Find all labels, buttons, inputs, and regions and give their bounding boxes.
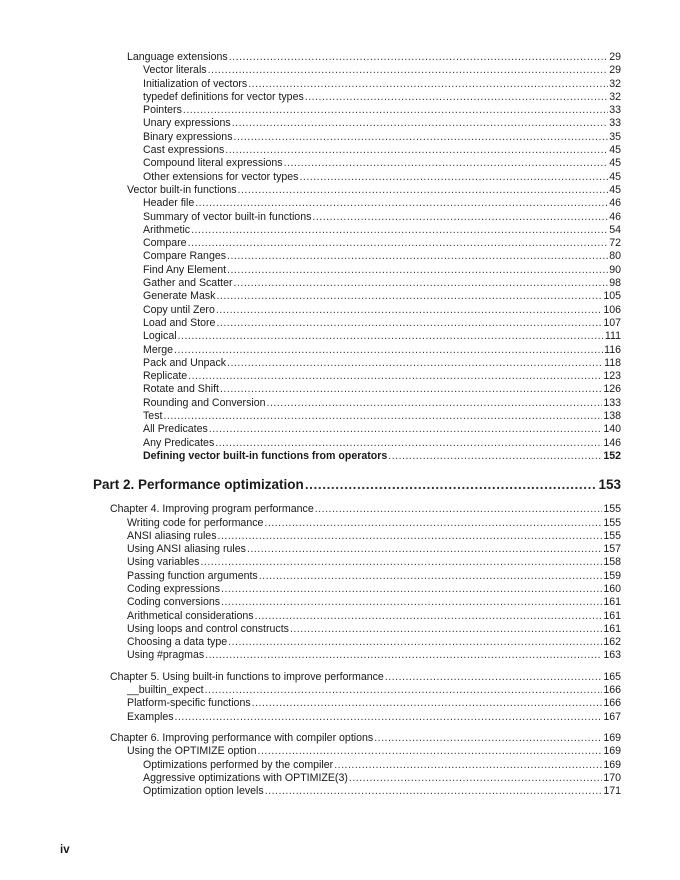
toc-entry[interactable] [143, 131, 621, 144]
dot-leader [315, 503, 603, 516]
toc-entry[interactable] [143, 450, 621, 463]
dot-leader [183, 104, 608, 117]
toc-entry-title: Rounding and Conversion [143, 396, 266, 409]
toc-entry-title: Test [143, 410, 163, 423]
dot-leader [174, 344, 603, 357]
toc-entry-page: 169 [603, 758, 621, 771]
toc-entry-page: 163 [603, 649, 621, 662]
toc-entry-page: 45 [609, 170, 621, 183]
toc-entry-title: Pack and Unpack [143, 356, 227, 369]
dot-leader [221, 596, 602, 609]
dot-leader [252, 697, 603, 710]
toc-entry-page: 133 [603, 396, 621, 409]
dot-leader [195, 197, 608, 210]
dot-leader [220, 383, 602, 396]
toc-entry[interactable] [143, 437, 621, 450]
toc-entry-title: Using loops and control constructs [127, 622, 289, 635]
toc-entry-title: ANSI aliasing rules [127, 529, 217, 542]
dot-leader [200, 556, 602, 569]
dot-leader [209, 423, 603, 436]
toc-entry[interactable] [143, 383, 621, 396]
dot-leader [205, 684, 603, 697]
toc-entry-page: 153 [598, 477, 621, 493]
dot-leader [349, 772, 602, 785]
dot-leader [175, 711, 603, 724]
dot-leader [188, 237, 609, 250]
toc-entry-page: 155 [603, 503, 621, 516]
toc-entry-page: 171 [603, 785, 621, 798]
dot-leader [163, 410, 602, 423]
dot-leader [216, 304, 602, 317]
toc-entry-title: Vector literals [143, 64, 207, 77]
toc-entry[interactable] [143, 224, 621, 237]
toc-entry-page: 45 [609, 183, 621, 196]
dot-leader [188, 370, 602, 383]
toc-entry[interactable] [127, 711, 621, 724]
dot-leader [374, 732, 602, 745]
toc-entry-page: 107 [603, 316, 621, 329]
toc-entry-title: Coding expressions [127, 582, 221, 595]
toc-entry-title: Replicate [143, 370, 188, 383]
toc-entry[interactable] [143, 91, 621, 104]
toc-entry-title: Compare [143, 237, 187, 250]
toc-entry[interactable] [143, 277, 621, 290]
toc-entry-page: 167 [603, 710, 621, 723]
toc-entry-title: Copy until Zero [143, 303, 215, 316]
toc-entry[interactable] [143, 197, 621, 210]
toc-entry-page: 161 [603, 609, 621, 622]
toc-entry-title: Generate Mask [143, 290, 216, 303]
toc-entry-title: Defining vector built-in functions from operators [143, 449, 388, 462]
dot-leader [228, 636, 602, 649]
toc-entry[interactable] [143, 410, 621, 423]
toc-entry-page: 146 [603, 436, 621, 449]
toc-entry-title: Arithmetical considerations [127, 609, 254, 622]
dot-leader [229, 51, 608, 64]
dot-leader [232, 117, 608, 130]
dot-leader [385, 671, 603, 684]
toc-entry-page: 33 [609, 117, 621, 130]
toc-entry-page: 80 [609, 250, 621, 263]
toc-entry[interactable] [110, 732, 621, 745]
toc-entry-title: Gather and Scatter [143, 277, 233, 290]
toc-entry-page: 29 [609, 64, 621, 77]
toc-entry-title: Aggressive optimizations with OPTIMIZE(3) [143, 771, 348, 784]
dot-leader [265, 785, 603, 798]
toc-entry-title: Logical [143, 330, 177, 343]
toc-entry-page: 35 [609, 130, 621, 143]
toc-entry[interactable] [127, 184, 621, 197]
toc-entry[interactable] [127, 570, 621, 583]
toc-entry[interactable] [143, 423, 621, 436]
dot-leader [225, 144, 608, 157]
toc-entry-title: Passing function arguments [127, 569, 258, 582]
toc-entry-page: 116 [604, 343, 621, 356]
toc-entry[interactable] [127, 51, 621, 64]
toc-entry-page: 159 [603, 569, 621, 582]
toc-entry-title: Chapter 4. Improving program performance [110, 503, 314, 516]
toc-entry[interactable] [127, 517, 621, 530]
toc-entry-page: 140 [603, 423, 621, 436]
dot-leader [312, 211, 608, 224]
toc-entry-page: 123 [603, 370, 621, 383]
toc-entry-title: Language extensions [127, 51, 228, 63]
dot-leader [290, 623, 602, 636]
toc-entry[interactable] [143, 157, 621, 170]
toc-entry-page: 161 [603, 622, 621, 635]
toc-entry[interactable] [143, 357, 621, 370]
dot-leader [234, 131, 609, 144]
toc-entry-title: Binary expressions [143, 130, 233, 143]
toc-entry-title: Rotate and Shift [143, 383, 219, 396]
dot-leader [305, 475, 598, 495]
toc-entry-page: 161 [603, 596, 621, 609]
dot-leader [264, 517, 602, 530]
toc-entry[interactable] [143, 211, 621, 224]
toc-entry-page: 152 [603, 449, 621, 462]
toc-entry[interactable] [143, 264, 621, 277]
toc-entry-page: 111 [604, 330, 621, 343]
toc-entry-title: typedef definitions for vector types [143, 90, 304, 103]
dot-leader [255, 610, 603, 623]
toc-entry[interactable] [143, 772, 621, 785]
toc-entry-title: Chapter 5. Using built-in functions to improve performance [110, 670, 384, 683]
toc-entry-page: 29 [609, 51, 621, 63]
toc-entry-page: 166 [603, 697, 621, 710]
toc-entry-page: 54 [609, 223, 621, 236]
toc-entry[interactable] [127, 623, 621, 636]
toc-entry[interactable] [127, 596, 621, 609]
toc-entry[interactable] [143, 330, 621, 343]
toc-entry[interactable] [143, 78, 621, 91]
dot-leader [221, 583, 602, 596]
toc-entry-title: Cast expressions [143, 144, 225, 157]
toc-entry-page: 162 [603, 636, 621, 649]
toc-entry-page: 170 [603, 771, 621, 784]
toc-entry[interactable] [127, 636, 621, 649]
dot-leader [388, 450, 602, 463]
toc-entry-page: 157 [603, 543, 621, 556]
toc-entry-page: 46 [609, 197, 621, 210]
toc-entry-page: 32 [609, 90, 621, 103]
toc-entry-title: Coding conversions [127, 596, 221, 609]
dot-leader [205, 649, 602, 662]
toc-entry-page: 46 [609, 210, 621, 223]
toc-entry[interactable] [143, 64, 621, 77]
dot-leader [227, 264, 608, 277]
page-number: iv [60, 844, 70, 856]
toc-entry-page: 90 [609, 263, 621, 276]
toc-entry[interactable] [143, 237, 621, 250]
toc-entry-title: Initialization of vectors [143, 77, 248, 90]
dot-leader [216, 317, 602, 330]
toc-entry-page: 166 [603, 684, 621, 697]
toc-entry[interactable] [127, 745, 621, 758]
toc-entry-page: 105 [603, 290, 621, 303]
toc-entry-title: All Predicates [143, 423, 208, 436]
toc-entry-page: 138 [603, 410, 621, 423]
toc-entry-page: 33 [609, 104, 621, 117]
toc-entry-title: Platform-specific functions [127, 697, 251, 710]
toc-entry-title: Part 2. Performance optimization [93, 477, 304, 493]
toc-entry-title: Using variables [127, 556, 200, 569]
toc-entry-title: Optimizations performed by the compiler [143, 758, 334, 771]
toc-entry-page: 155 [603, 516, 621, 529]
toc-entry-page: 106 [603, 303, 621, 316]
toc-entry-title: Pointers [143, 104, 182, 117]
toc-entry-page: 169 [603, 731, 621, 744]
toc-entry[interactable] [143, 397, 621, 410]
toc-entry-page: 32 [609, 77, 621, 90]
toc-entry[interactable] [143, 144, 621, 157]
dot-leader [284, 157, 609, 170]
toc-entry-title: Arithmetic [143, 223, 191, 236]
toc-entry[interactable] [127, 530, 621, 543]
dot-leader [178, 330, 604, 343]
toc-entry[interactable] [127, 543, 621, 556]
toc-entry-title: Vector built-in functions [127, 183, 237, 196]
toc-entry-title: Unary expressions [143, 117, 231, 130]
toc-entry-title: __builtin_expect [127, 684, 204, 697]
toc-entry[interactable] [143, 317, 621, 330]
toc-entry[interactable] [127, 649, 621, 662]
toc-entry-page: 45 [609, 157, 621, 170]
toc-entry-title: Header file [143, 197, 195, 210]
toc-entry-page: 160 [603, 582, 621, 595]
dot-leader [305, 91, 608, 104]
toc-entry-page: 155 [603, 529, 621, 542]
toc-entry-title: Writing code for performance [127, 516, 264, 529]
dot-leader [216, 290, 602, 303]
dot-leader [208, 64, 609, 77]
toc-entry[interactable] [127, 583, 621, 596]
toc-entry[interactable] [143, 171, 621, 184]
toc-entry[interactable] [143, 117, 621, 130]
toc-entry-page: 98 [609, 277, 621, 290]
dot-leader [218, 530, 603, 543]
toc-entry-title: Chapter 6. Improving performance with compiler options [110, 731, 374, 744]
toc-entry-page: 45 [609, 144, 621, 157]
toc-entry[interactable] [143, 785, 621, 798]
toc-entry[interactable] [143, 104, 621, 117]
toc-entry-page: 72 [609, 237, 621, 250]
dot-leader [247, 543, 602, 556]
dot-leader [238, 184, 609, 197]
toc-entry-title: Compare Ranges [143, 250, 227, 263]
dot-leader [215, 437, 602, 450]
dot-leader [267, 397, 603, 410]
dot-leader [234, 277, 609, 290]
toc-entry-page: 126 [603, 383, 621, 396]
toc-entry[interactable] [143, 370, 621, 383]
table-of-contents [0, 51, 680, 798]
toc-entry-title: Using #pragmas [127, 649, 205, 662]
dot-leader [299, 171, 608, 184]
toc-entry-title: Load and Store [143, 316, 216, 329]
toc-entry-page: 165 [603, 670, 621, 683]
toc-entry[interactable] [127, 697, 621, 710]
toc-entry[interactable] [127, 610, 621, 623]
dot-leader [227, 357, 603, 370]
dot-leader [227, 250, 608, 263]
toc-entry[interactable] [143, 759, 621, 772]
toc-entry-page: 169 [603, 745, 621, 758]
dot-leader [191, 224, 608, 237]
dot-leader [258, 745, 603, 758]
toc-entry-title: Any Predicates [143, 436, 215, 449]
toc-entry[interactable] [143, 290, 621, 303]
toc-entry-title: Using ANSI aliasing rules [127, 543, 246, 556]
toc-entry[interactable] [143, 250, 621, 263]
toc-entry-page: 158 [603, 556, 621, 569]
toc-entry[interactable] [127, 556, 621, 569]
toc-entry-title: Summary of vector built-in functions [143, 210, 312, 223]
toc-entry[interactable] [110, 671, 621, 684]
toc-entry[interactable] [143, 304, 621, 317]
toc-entry-page: 118 [604, 356, 621, 369]
section-spacer [0, 724, 680, 732]
dot-leader [259, 570, 603, 583]
dot-leader [334, 759, 602, 772]
toc-part-heading[interactable] [93, 475, 621, 495]
dot-leader [248, 78, 608, 91]
toc-entry-title: Choosing a data type [127, 636, 228, 649]
toc-entry-title: Other extensions for vector types [143, 170, 299, 183]
toc-entry[interactable] [110, 503, 621, 516]
toc-entry-title: Using the OPTIMIZE option [127, 745, 257, 758]
toc-entry-title: Merge [143, 343, 174, 356]
section-spacer [0, 663, 680, 671]
toc-entry[interactable] [127, 684, 621, 697]
toc-entry-title: Find Any Element [143, 263, 227, 276]
toc-entry[interactable] [143, 344, 621, 357]
toc-entry-title: Compound literal expressions [143, 157, 283, 170]
toc-entry-title: Optimization option levels [143, 785, 264, 798]
toc-entry-title: Examples [127, 710, 174, 723]
